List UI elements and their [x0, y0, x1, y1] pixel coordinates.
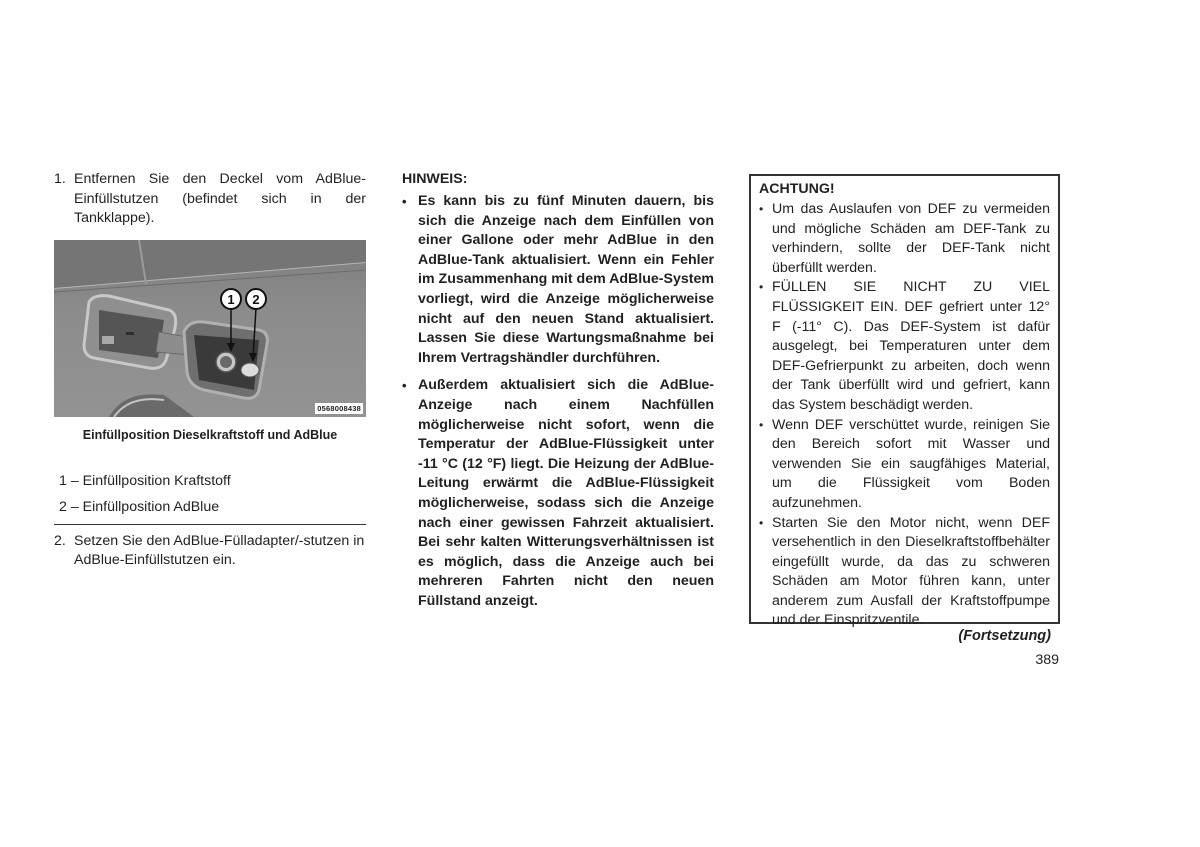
note-section: [402, 170, 714, 619]
caution-bullet: [759, 200, 1050, 278]
figure-caption: Einfüllposition Dieselkraftstoff und AdBlue: [82, 427, 338, 442]
caution-bullet: [759, 514, 1050, 632]
note-bullet: [402, 376, 714, 611]
legend-item: 2 – Einfüllposition AdBlue: [59, 498, 220, 515]
caution-box: [749, 174, 1060, 629]
fuel-filler-photo: [54, 240, 366, 417]
caution-title: ACHTUNG!: [759, 181, 835, 197]
svg-text:1: 1: [227, 291, 235, 307]
bullet-icon: •: [759, 417, 764, 432]
caution-text: FÜLLEN SIE NICHT ZU VIEL FLÜSSIGKEIT EIN. DEF gefriert unter 12° F (-11° C). Das DEF-System ist dafür ausgelegt, bei Temperaturen unter dem DEF-Gefrierpunkt zu arbeiten, doch wenn der Tank überfüllt wird und gefriert, kann das System beschädigt werden.: [772, 279, 1050, 413]
step-text: Entfernen Sie den Deckel vom AdBlue-Einfüllstutzen (befindet sich in der Tankklappe).: [74, 171, 366, 226]
divider: [54, 524, 366, 525]
bullet-icon: •: [402, 378, 407, 394]
note-text: Außerdem aktualisiert sich die AdBlue-Anzeige nach einem Nachfüllen möglicherweise nicht sofort, wenn die Temperatur der AdBlue-Flüssigkeit unter -11 °C (12 °F) liegt. Die Heizung der AdBlue-Leitung erwärmt die AdBlue-Flüssigkeit möglicherweise, sodass sich die Anzeige nach einer gewissen Fahrzeit aktualisiert. Bei sehr kalten Witterungsverhältnissen ist es möglich, dass die Anzeige auch bei mehreren Fahrten nicht den neuen Füllstand anzeigt.: [418, 377, 714, 609]
caution-bullet: [759, 278, 1050, 415]
caution-text: Wenn DEF verschüttet wurde, reinigen Sie den Bereich sofort mit Wasser und verwenden Sie ein saugfähiges Material, um die Flüssigkeit vom Boden aufzunehmen.: [772, 416, 1050, 511]
step-2: [54, 532, 366, 571]
step-number: 2.: [54, 532, 66, 549]
note-text: Es kann bis zu fünf Minuten dauern, bis sich die Anzeige nach dem Einfüllen von einer Gallone oder mehr AdBlue in den AdBlue-Tank aktualisiert. Wenn ein Fehler im Zusammenhang mit dem AdBlue-System vorliegt, wird die Anzeige möglicherweise nicht auf den neuen Stand aktualisiert. Lassen Sie diese Wartungsmaßnahme bei Ihrem Vertragshändler durchführen.: [418, 193, 714, 366]
bullet-icon: •: [759, 280, 764, 295]
bullet-icon: •: [759, 202, 764, 216]
svg-text:2: 2: [252, 291, 260, 307]
bullet-icon: •: [759, 515, 764, 530]
step-number: 1.: [54, 171, 66, 187]
fuel-door-illustration: [54, 240, 366, 417]
caution-text: Um das Auslaufen von DEF zu vermeiden und mögliche Schäden am DEF-Tank zu verhindern, sollte der DEF-Tank nicht überfüllt werden.: [772, 201, 1050, 276]
caution-section: [749, 174, 1059, 629]
note-bullet: [402, 192, 714, 368]
caution-bullet: [759, 416, 1050, 514]
step-text: Setzen Sie den AdBlue-Fülladapter/-stutzen in AdBlue-Einfüllstutzen ein.: [74, 532, 365, 568]
note-title: HINWEIS:: [402, 171, 468, 187]
continued-label: (Fortsetzung): [958, 628, 1051, 644]
legend-item: 1 – Einfüllposition Kraftstoff: [59, 472, 231, 489]
left-column: [54, 170, 366, 571]
bullet-icon: •: [402, 194, 407, 209]
step-1: [54, 170, 366, 229]
caution-text: Starten Sie den Motor nicht, wenn DEF versehentlich in den Dieselkraftstoffbehälter eingefüllt wurde, da das zu schweren Schäden am Motor führen kann, unter anderem zum Ausfall der Kraftstoffpumpe und der Einspritzventile.: [772, 514, 1050, 629]
figure-legend: [54, 472, 366, 517]
image-code: 0568008438: [317, 403, 361, 413]
page-number: 389: [1035, 652, 1059, 668]
